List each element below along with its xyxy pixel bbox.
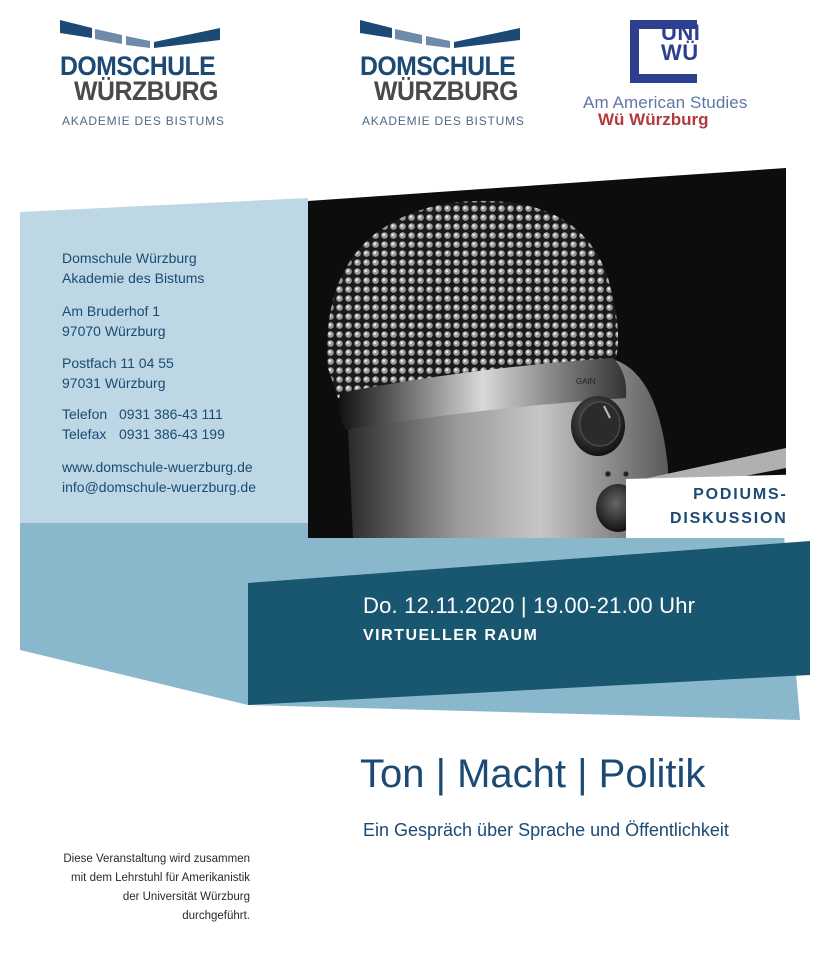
uni-logo-mark: UNI WÜ [661,20,701,65]
logo-subtitle: AKADEMIE DES BISTUMS [362,114,525,128]
city2: 97031 Würzburg [62,375,166,391]
org-line1: Domschule Würzburg [62,250,197,266]
event-venue: VIRTUELLER RAUM [363,627,539,644]
uni-logo-line2: Wü Würzburg [598,110,709,129]
postbox: Postfach 11 04 55 [62,355,174,371]
cooperation-note: Diese Veranstaltung wird zusammen mit dem Lehrstuhl für Amerikanistik der Universität Würzburg durchgeführt. [63,853,250,922]
phone-number[interactable]: 0931 386-43 111 [119,406,223,422]
format-line2: DISKUSSION [670,510,788,527]
phone-label: Telefon [62,406,108,422]
city1: 97070 Würzburg [62,323,166,339]
logo-bars-icon [60,20,225,48]
email-link[interactable]: info@domschule-wuerzburg.de [62,479,256,495]
svg-text:GAIN: GAIN [576,377,596,386]
logo-title-line2: WÜRZBURG [74,76,218,106]
logo-bars-icon [360,20,525,48]
uni-logo-line1: Am American Studies [583,93,748,112]
address-street [62,301,166,341]
format-line1: PODIUMS- [693,486,788,503]
address-postbox [62,353,174,393]
format-label [670,483,788,531]
address-web [62,457,256,497]
web-link[interactable]: www.domschule-wuerzburg.de [62,459,253,475]
logo-title-line1: DOMSCHULE [360,51,516,81]
event-date: Do. 12.11.2020 | 19.00-21.00 Uhr [363,593,696,618]
logo-subtitle: AKADEMIE DES BISTUMS [62,114,225,128]
logo-title-line1: DOMSCHULE [60,51,216,81]
event-title: Ton | Macht | Politik [360,752,706,796]
event-subtitle: Ein Gespräch über Sprache und Öffentlichkeit [363,820,729,840]
address-org [62,248,204,288]
street: Am Bruderhof 1 [62,303,161,319]
fax-label: Telefax [62,426,107,442]
logo-title-line2: WÜRZBURG [374,76,518,106]
address-phone [62,404,225,444]
fax-number: 0931 386-43 199 [119,426,225,442]
org-line2: Akademie des Bistums [62,270,205,286]
